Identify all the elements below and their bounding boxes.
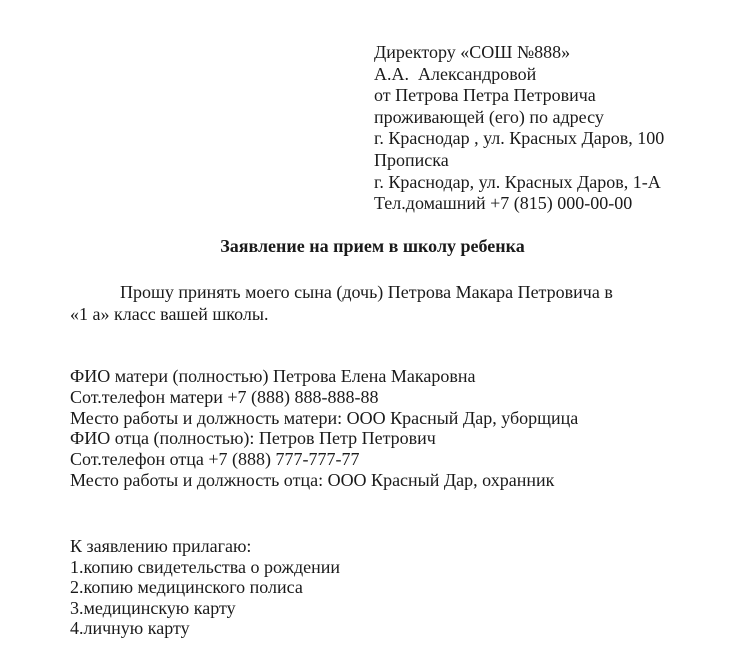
attachment-item: 4.личную карту bbox=[70, 618, 190, 639]
request-line-2: «1 а» класс вашей школы. bbox=[70, 304, 269, 324]
father-name: ФИО отца (полностью): Петров Петр Петрович bbox=[70, 428, 436, 449]
addressee-director-name: А.А. Александровой bbox=[374, 63, 537, 84]
attachments-list bbox=[70, 536, 340, 639]
registration-label: Прописка bbox=[374, 149, 449, 170]
attachment-item: 1.копию свидетельства о рождении bbox=[70, 556, 340, 577]
attachment-item: 2.копию медицинского полиса bbox=[70, 577, 303, 598]
addressee-block bbox=[374, 42, 664, 215]
mother-phone: Сот.телефон матери +7 (888) 888-888-88 bbox=[70, 386, 379, 407]
document-title: Заявление на прием в школу ребенка bbox=[220, 236, 525, 256]
request-paragraph bbox=[70, 281, 670, 325]
residence-label: проживающей (его) по адресу bbox=[374, 106, 604, 127]
father-phone: Сот.телефон отца +7 (888) 777-777-77 bbox=[70, 449, 360, 470]
attachments-heading: К заявлению прилагаю: bbox=[70, 536, 252, 556]
addressee-director: Директору «СОШ №888» bbox=[374, 42, 571, 62]
residence-address: г. Краснодар , ул. Красных Даров, 100 bbox=[374, 128, 665, 149]
request-line-1: Прошу принять моего сына (дочь) Петрова Макара Петровича в bbox=[120, 282, 613, 302]
father-work: Место работы и должность отца: ООО Красный Дар, охранник bbox=[70, 469, 555, 490]
parents-info bbox=[70, 366, 578, 491]
mother-work: Место работы и должность матери: ООО Красный Дар, уборщица bbox=[70, 407, 579, 428]
mother-name: ФИО матери (полностью) Петрова Елена Макаровна bbox=[70, 366, 476, 386]
applicant-name: от Петрова Петра Петровича bbox=[374, 85, 596, 106]
attachment-item: 3.медицинскую карту bbox=[70, 597, 236, 618]
registration-address: г. Краснодар, ул. Красных Даров, 1-А bbox=[374, 171, 661, 192]
home-phone: Тел.домашний +7 (815) 000-00-00 bbox=[374, 193, 633, 214]
